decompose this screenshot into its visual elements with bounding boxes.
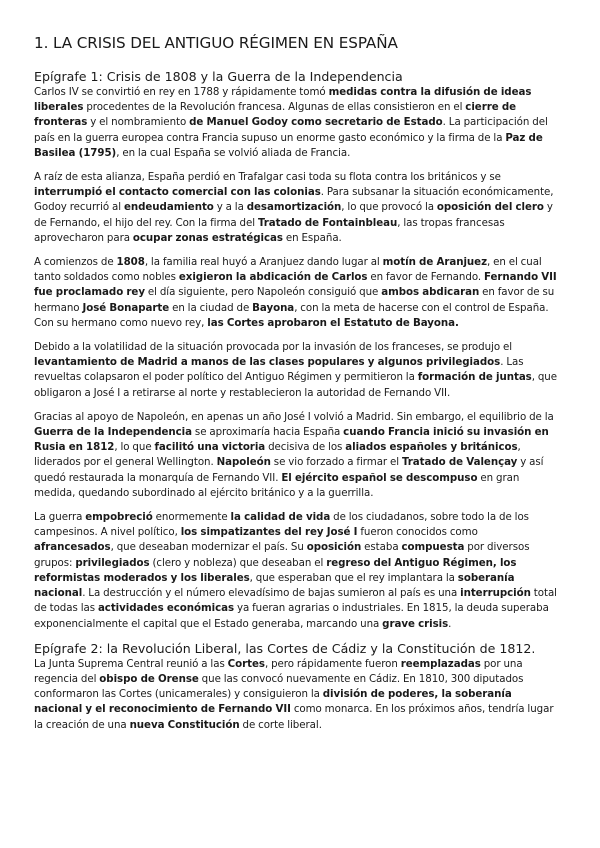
bold-text: afrancesados — [34, 541, 111, 554]
text-run: , que esperaban que el rey implantara la — [249, 571, 458, 584]
bold-text: formación de juntas — [417, 371, 532, 384]
text-run: , la familia real huyó a Aranjuez dando lugar al — [144, 256, 383, 269]
text-run: como monarca. En los próximos años, tendría lugar la creación de una — [34, 703, 554, 731]
bold-text: las Cortes aprobaron el Estatuto de Bayona. — [207, 316, 459, 329]
bold-text: oposición — [306, 541, 362, 554]
text-run: y de Fernando, el hijo del rey. Con la firma del — [34, 201, 553, 229]
text-run: Carlos IV se convirtió en rey en 1788 y rápidamente tomó — [34, 86, 329, 98]
text-run: procedentes de la Revolución francesa. Algunas de ellas consistieron en el — [83, 101, 466, 114]
paragraph — [34, 410, 558, 501]
bold-text: Guerra de la Independencia — [34, 426, 192, 439]
bold-text: Tratado de Fontainbleau — [257, 216, 398, 229]
text-run: y el nombramiento — [87, 116, 190, 129]
text-run: por diversos grupos: — [34, 541, 530, 569]
text-run: se vio forzado a firmar el — [270, 456, 402, 469]
bold-text: ocupar zonas estratégicas — [132, 231, 283, 244]
bold-text: ambos abdicaran — [381, 286, 480, 299]
bold-text: levantamiento de Madrid a manos de las clases populares y algunos privilegiados — [34, 356, 501, 369]
text-run: por una regencia del — [34, 657, 523, 685]
bold-text: de Manuel Godoy como secretario de Estado — [189, 116, 443, 129]
text-run: ya fueran agrarias o industriales. En 1815, la deuda superaba exponencialmente el capital que el Estado generaba, marcando una — [34, 602, 549, 630]
text-run: total de todas las — [34, 587, 557, 615]
text-run: , liderados por el general Wellington. — [34, 441, 521, 469]
text-run: A raíz de esta alianza, España perdió en Trafalgar casi toda su flota contra los británicos y se — [34, 171, 501, 184]
bold-text: El ejército español se descompuso — [281, 471, 478, 484]
text-run: , lo que provocó la — [341, 201, 437, 214]
bold-text: endeudamiento — [123, 201, 214, 214]
text-run: La Junta Suprema Central reunió a las — [34, 657, 228, 670]
text-run: que las convocó nuevamente en Cádiz. En 1810, 300 diputados conformaron las Cortes (unicamerales) y consiguieron la — [34, 672, 524, 701]
text-run: en la ciudad de — [169, 301, 253, 314]
text-run: en favor de su hermano — [34, 286, 555, 314]
text-run: y así quedó restaurada la monarquía de Fernando VII. — [34, 456, 544, 484]
section-heading: Epígrafe 1: Crisis de 1808 y la Guerra de la Independencia — [34, 69, 403, 84]
bold-text: regreso del Antiguo Régimen, los reformistas moderados y los liberales — [34, 556, 517, 584]
text-run: y a la — [213, 201, 247, 214]
text-run: La guerra — [34, 511, 86, 524]
paragraph — [34, 255, 558, 331]
bold-text: exigieron la abdicación de Carlos — [178, 271, 368, 284]
bold-text: facilitó una victoria — [154, 441, 266, 454]
section-epigrafe-1 — [34, 69, 558, 632]
text-run: , que deseaban modernizar el país. Su — [110, 541, 307, 554]
text-run: , lo que — [114, 441, 155, 454]
text-run: fueron conocidos como — [357, 526, 478, 539]
bold-text: José Bonaparte — [82, 301, 170, 314]
text-run: , que obligaron a José I a retirarse al norte y restablecieron la autoridad de Fernando VII. — [34, 371, 558, 399]
text-run: en gran medida, quedando subordinado al ejército británico y a la guerrilla. — [34, 471, 520, 499]
text-run: de corte liberal. — [239, 718, 322, 731]
text-run: , con la meta de hacerse con el control de España. Con su hermano como nuevo rey, — [34, 301, 549, 329]
bold-text: nueva Constitución — [129, 718, 240, 731]
bold-text: grave crisis — [382, 617, 449, 630]
text-run: A comienzos de — [34, 256, 117, 269]
text-run: en favor de Fernando. — [367, 271, 484, 284]
bold-text: división de poderes, la soberanía nacional y el reconocimiento de Fernando VII — [34, 688, 512, 716]
text-run: el día siguiente, pero Napoleón consiguió que — [144, 286, 382, 299]
bold-text: la calidad de vida — [230, 511, 331, 524]
text-run: enormemente — [152, 511, 231, 524]
bold-text: soberanía nacional — [34, 571, 515, 600]
section-epigrafe-2 — [34, 641, 558, 733]
text-run: , las tropas francesas aprovecharon para — [34, 216, 505, 244]
bold-text: medidas contra la difusión de ideas liberales — [34, 86, 532, 114]
bold-text: Cortes — [227, 657, 265, 670]
bold-text: cuando Francia inició su invasión en Rusia en 1812 — [34, 426, 549, 454]
text-run: . Las revueltas colapsaron el poder político del Antiguo Régimen y permitieron la — [34, 356, 524, 384]
bold-text: oposición del clero — [436, 201, 544, 214]
text-run: . — [448, 617, 452, 630]
paragraph — [34, 340, 558, 401]
bold-text: desamortización — [246, 201, 342, 214]
paragraph — [34, 657, 558, 733]
page-title: 1. LA CRISIS DEL ANTIGUO RÉGIMEN EN ESPAÑA — [34, 34, 398, 52]
bold-text: cierre de fronteras — [34, 101, 517, 129]
bold-text: privilegiados — [75, 556, 150, 569]
text-run: . La destrucción y el número elevadísimo de bajas sumieron al país es una — [82, 587, 461, 600]
text-run: , pero rápidamente fueron — [264, 657, 401, 670]
text-run: Debido a la volatilidad de la situación provocada por la invasión de los franceses, se produjo el — [34, 341, 513, 354]
paragraph — [34, 85, 558, 161]
bold-text: actividades económicas — [97, 602, 235, 615]
bold-text: Paz de Basilea (1795) — [34, 131, 543, 159]
bold-text: compuesta — [401, 541, 465, 554]
text-run: , en el cual tanto soldados como nobles — [34, 256, 542, 284]
bold-text: Tratado de Valençay — [401, 456, 518, 469]
text-run: , en la cual España se volvió aliada de Francia. — [116, 146, 351, 159]
text-run: decisiva de los — [265, 441, 346, 454]
bold-text: interrupción — [460, 587, 531, 600]
bold-text: aliados españoles y británicos — [345, 441, 518, 454]
bold-text: Bayona — [252, 301, 295, 314]
bold-text: motín de Aranjuez — [382, 256, 487, 269]
bold-text: Napoleón — [216, 456, 271, 469]
text-run: Gracias al apoyo de Napoleón, en apenas un año José I volvió a Madrid. Sin embargo, el equilibrio de la — [34, 410, 554, 423]
bold-text: interrumpió el contacto comercial con las colonias — [34, 186, 321, 199]
text-run: en España. — [282, 231, 342, 244]
text-run: (clero y nobleza) que deseaban el — [149, 556, 327, 569]
text-run: se aproximaría hacia España — [192, 426, 344, 439]
text-run: estaba — [361, 541, 402, 554]
section-heading: Epígrafe 2: la Revolución Liberal, las Cortes de Cádiz y la Constitución de 1812. — [34, 640, 536, 656]
bold-text: 1808 — [116, 256, 145, 269]
bold-text: obispo de Orense — [99, 672, 199, 685]
paragraph — [34, 510, 558, 632]
text-run: de los ciudadanos, sobre todo la de los campesinos. A nivel político, — [34, 511, 529, 539]
bold-text: Fernando VII fue proclamado rey — [34, 271, 557, 299]
text-run: . La participación del país en la guerra europea contra Francia supuso un enorme gasto económico y la firma de la — [34, 116, 548, 144]
paragraph — [34, 170, 558, 246]
text-run: . Para subsanar la situación económicamente, Godoy recurrió al — [34, 186, 554, 214]
bold-text: reemplazadas — [400, 657, 481, 670]
bold-text: los simpatizantes del rey José I — [180, 526, 358, 539]
bold-text: empobreció — [85, 511, 153, 524]
